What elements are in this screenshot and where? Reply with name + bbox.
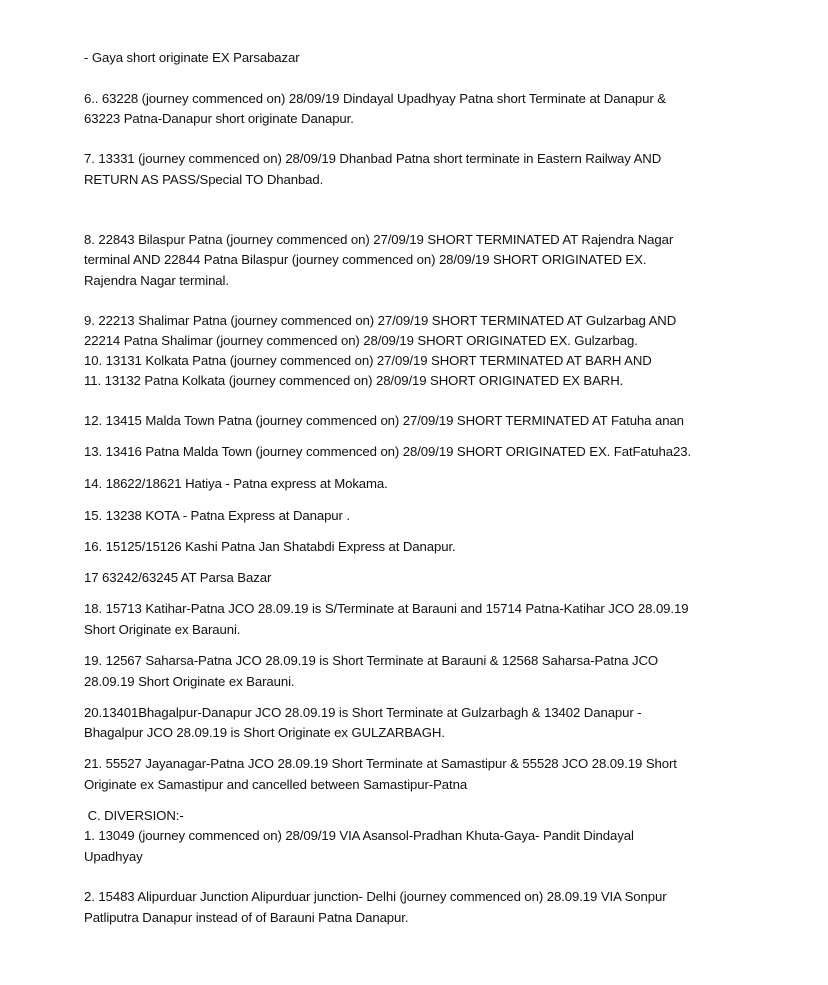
text-line: 21. 55527 Jayanagar-Patna JCO 28.09.19 Short Terminate at Samastipur & 55528 JCO 28.09.19 Short <box>84 756 677 771</box>
text-line: 7. 13331 (journey commenced on) 28/09/19 Dhanbad Patna short terminate in Eastern Railway AND <box>84 151 662 166</box>
text-line: 13. 13416 Patna Malda Town (journey commenced on) 28/09/19 SHORT ORIGINATED EX. FatFatuha23. <box>84 444 692 459</box>
text-line: 20.13401Bhagalpur-Danapur JCO 28.09.19 is Short Terminate at Gulzarbagh & 13402 Danapur - <box>84 705 642 720</box>
text-line: 10. 13131 Kolkata Patna (journey commenced on) 27/09/19 SHORT TERMINATED AT BARH AND <box>84 353 652 368</box>
text-line: terminal AND 22844 Patna Bilaspur (journey commenced on) 28/09/19 SHORT ORIGINATED EX. <box>84 252 647 267</box>
text-line: 18. 15713 Katihar-Patna JCO 28.09.19 is S/Terminate at Barauni and 15714 Patna-Katihar JCO 28.09.19 <box>84 601 689 616</box>
text-line: 14. 18622/18621 Hatiya - Patna express at Mokama. <box>84 476 388 491</box>
text-line: 8. 22843 Bilaspur Patna (journey commenced on) 27/09/19 SHORT TERMINATED AT Rajendra Nagar <box>84 232 674 247</box>
text-line: 16. 15125/15126 Kashi Patna Jan Shatabdi Express at Danapur. <box>84 539 456 554</box>
text-line: 63223 Patna-Danapur short originate Danapur. <box>84 111 354 126</box>
text-line: Patliputra Danapur instead of of Barauni Patna Danapur. <box>84 910 409 925</box>
text-line: Bhagalpur JCO 28.09.19 is Short Originate ex GULZARBAGH. <box>84 725 445 740</box>
text-line: 28.09.19 Short Originate ex Barauni. <box>84 674 295 689</box>
text-line: 1. 13049 (journey commenced on) 28/09/19 VIA Asansol-Pradhan Khuta-Gaya- Pandit Dindayal <box>84 828 634 843</box>
text-line: Originate ex Samastipur and cancelled between Samastipur-Patna <box>84 777 468 792</box>
text-line: Rajendra Nagar terminal. <box>84 273 229 288</box>
text-line: 15. 13238 KOTA - Patna Express at Danapur . <box>84 508 350 523</box>
text-line: 2. 15483 Alipurduar Junction Alipurduar junction- Delhi (journey commenced on) 28.09.19 VIA Sonpur <box>84 889 667 904</box>
text-line: RETURN AS PASS/Special TO Dhanbad. <box>84 172 324 187</box>
text-line: 22214 Patna Shalimar (journey commenced on) 28/09/19 SHORT ORIGINATED EX. Gulzarbag. <box>84 333 638 348</box>
text-line: 6.. 63228 (journey commenced on) 28/09/19 Dindayal Upadhyay Patna short Terminate at Danapur & <box>84 91 666 106</box>
text-line: 11. 13132 Patna Kolkata (journey commenced on) 28/09/19 SHORT ORIGINATED EX BARH. <box>84 373 624 388</box>
text-line: 12. 13415 Malda Town Patna (journey commenced on) 27/09/19 SHORT TERMINATED AT Fatuha anan <box>84 413 684 428</box>
section-heading: C. DIVERSION:- <box>84 808 184 823</box>
text-line: 17 63242/63245 AT Parsa Bazar <box>84 570 272 585</box>
text-line: Upadhyay <box>84 849 143 864</box>
text-line: - Gaya short originate EX Parsabazar <box>84 50 300 65</box>
text-line: 9. 22213 Shalimar Patna (journey commenced on) 27/09/19 SHORT TERMINATED AT Gulzarbag AND <box>84 313 677 328</box>
text-line: 19. 12567 Saharsa-Patna JCO 28.09.19 is Short Terminate at Barauni & 12568 Saharsa-Patna JCO <box>84 653 659 668</box>
text-line: Short Originate ex Barauni. <box>84 622 241 637</box>
